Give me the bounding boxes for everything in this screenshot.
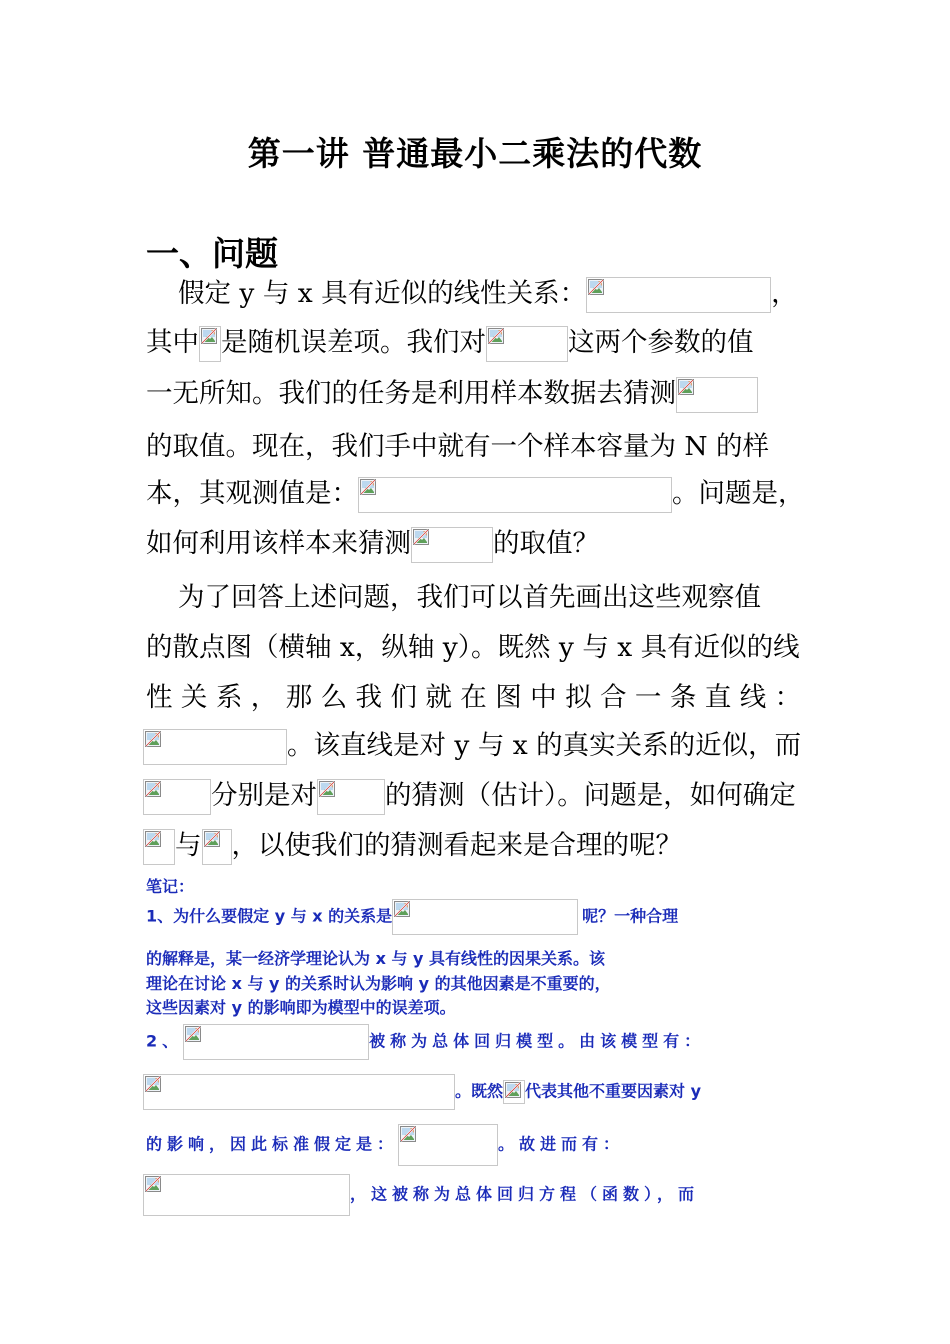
- broken-image-icon: [505, 1082, 521, 1098]
- note2-line3: 的影响，因此标准假定是： 。故进而有：: [146, 1124, 624, 1166]
- section-heading: 一、问题: [146, 234, 278, 273]
- broken-image-icon: [145, 781, 161, 797]
- formula-image: [676, 377, 758, 413]
- formula-image: [143, 779, 211, 815]
- broken-image-icon: [319, 781, 335, 797]
- broken-image-icon: [588, 279, 604, 295]
- para1-line4: 的取值。现在，我们手中就有一个样本容量为 N 的样: [146, 431, 770, 462]
- para2-line1: 为了回答上述问题，我们可以首先画出这些观察值: [178, 582, 761, 613]
- broken-image-icon: [394, 901, 410, 917]
- note1-line3: 理论在讨论 x 与 y 的关系时认为影响 y 的其他因素是不重要的，: [146, 974, 611, 993]
- para2-line5: 分别是对 的猜测（估计）。问题是，如何确定: [143, 778, 796, 815]
- note1-line4: 这些因素对 y 的影响即为模型中的误差项。: [146, 998, 456, 1017]
- para1-line5: 本，其观测值是： 。问题是，: [146, 476, 805, 513]
- formula-image: [202, 829, 232, 865]
- note2-line1: 2、 被称为总体回归模型。由该模型有：: [146, 1024, 705, 1060]
- formula-image: [411, 527, 493, 563]
- para2-line4: 。该直线是对 y 与 x 的真实关系的近似，而: [143, 728, 801, 765]
- para1-line6: 如何利用该样本来猜测 的取值？: [146, 526, 599, 563]
- note2-line4: ，这被称为总体回归方程（函数），而: [143, 1174, 699, 1216]
- formula-image: [143, 829, 175, 865]
- formula-image: [358, 477, 672, 513]
- formula-image: [503, 1080, 525, 1104]
- formula-image: [183, 1024, 369, 1060]
- para2-line2: 的散点图（横轴 x，纵轴 y）。既然 y 与 x 具有近似的线: [146, 632, 800, 663]
- note1-line2: 的解释是，某一经济学理论认为 x 与 y 具有线性的因果关系。该: [146, 949, 606, 968]
- broken-image-icon: [201, 328, 217, 344]
- formula-image: [586, 277, 771, 313]
- broken-image-icon: [145, 831, 161, 847]
- broken-image-icon: [678, 379, 694, 395]
- formula-image: [199, 326, 221, 362]
- broken-image-icon: [360, 479, 376, 495]
- broken-image-icon: [413, 529, 429, 545]
- page-title: 第一讲 普通最小二乘法的代数: [247, 134, 703, 173]
- formula-image: [143, 1074, 455, 1110]
- note2-line2: 。既然 代表其他不重要因素对 y: [143, 1074, 701, 1110]
- formula-image: [143, 1174, 350, 1216]
- formula-image: [486, 326, 568, 362]
- para1-line2: 其中 是随机误差项。我们对 这两个参数的值: [146, 325, 754, 362]
- broken-image-icon: [145, 1076, 161, 1092]
- formula-image: [392, 899, 578, 935]
- notes-label: 笔记：: [146, 877, 195, 896]
- formula-image: [398, 1124, 498, 1166]
- para2-line6: 与 ，以使我们的猜测看起来是合理的呢？: [143, 828, 682, 865]
- para1-line3: 一无所知。我们的任务是利用样本数据去猜测: [146, 376, 758, 413]
- broken-image-icon: [400, 1126, 416, 1142]
- formula-image: [143, 729, 287, 765]
- note1-line1: 1、为什么要假定 y 与 x 的关系是 呢？一种合理: [146, 899, 678, 935]
- para1-line1: 假定 y 与 x 具有近似的线性关系： ，: [178, 276, 798, 313]
- formula-image: [317, 779, 385, 815]
- broken-image-icon: [185, 1026, 201, 1042]
- broken-image-icon: [488, 328, 504, 344]
- para2-line3: 性 关 系 ， 那 么 我 们 就 在 图 中 拟 合 一 条 直 线 ：: [146, 682, 802, 713]
- broken-image-icon: [145, 731, 161, 747]
- broken-image-icon: [145, 1176, 161, 1192]
- broken-image-icon: [204, 831, 220, 847]
